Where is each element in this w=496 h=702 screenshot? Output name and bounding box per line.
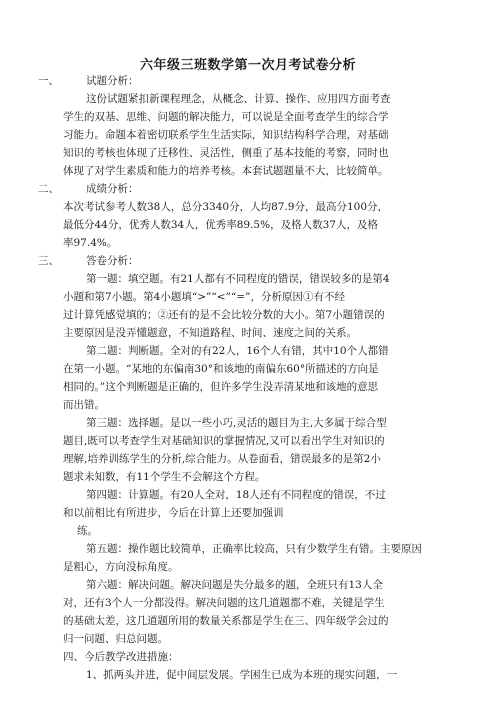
paragraph-line: 习能力。命题本着密切联系学生生活实际，知识结构科学合理，对基础 [63,129,389,141]
section-1-heading: 试题分析： [86,75,139,87]
paragraph-line: 率97.4%。 [63,237,118,249]
paragraph-line: 理解,培养训练学生的分析,综合能力。从卷面看，错误最多的是第2小 [63,453,381,465]
paragraph-line: 第五题：操作题比较简单，正确率比较高，只有少数学生有错。主要原因 [86,543,422,555]
paragraph-line: 主要原因是没弄懂题意，不知道路程、时间、速度之间的关系。 [63,327,357,339]
paragraph-line: 和以前相比有所进步，今后在计算上还要加强训 [63,507,284,519]
paragraph-line: 第三题：选择题。是以一些小巧,灵活的题目为主,大多属于综合型 [86,417,387,429]
section-2-heading: 成绩分析： [86,183,139,195]
paragraph-line: 最低分44分，优秀人数34人，优秀率89.5%，及格人数37人，及格 [63,219,378,231]
paragraph-line: 是粗心，方向没标角度。 [63,561,179,573]
section-2-number: 二、 [38,183,59,195]
section-3-heading: 答卷分析： [86,255,139,267]
paragraph-line: 小题和第7小题。第4小题填“>”“<”“=”，分析原因①有不经 [63,291,345,303]
paragraph-line: 1、抓两头并进，促中间层发展。学困生已成为本班的现实问题，一 [86,669,398,681]
paragraph-line: 在第一小题。“某地的东偏南30°和该地的南偏东60°所描述的方向是 [63,363,379,375]
paragraph-line: 第六题：解决问题。解决问题是失分最多的题，全班只有13人全 [86,579,383,591]
section-4-heading: 今后教学改进措施： [84,651,179,663]
paragraph-line: 而出错。 [63,399,105,411]
paragraph-line: 对，还有3个人一分都没得。解决问题的这几道题都不难，关键是学生 [63,597,385,609]
page-title: 六年级三班数学第一次月考试卷分析 [139,58,356,73]
section-1-number: 一、 [38,75,59,87]
paragraph-line: 相同的。”这个判断题是正确的，但许多学生没弄清某地和该地的意思 [63,381,379,393]
paragraph-line: 练。 [77,525,98,537]
paragraph-line: 第四题：计算题。有20人全对，18人还有不同程度的错误，不过 [86,489,386,501]
paragraph-line: 学生的双基、思维、问题的解决能力，可以说是全面考查学生的综合学 [63,111,389,123]
section-4-number: 四、 [63,651,84,663]
paragraph-line: 知识的考核也体现了迁移性、灵活性，侧重了基本技能的考察，同时也 [63,147,389,159]
paragraph-line: 归一问题、归总问题。 [63,633,168,645]
paragraph-line: 本次考试参考人数38人，总分3340分，人均87.9分，最高分100分， [63,201,389,213]
paragraph-line: 第二题：判断题。全对的有22人，16个人有错，其中10个人都错 [86,345,389,357]
paragraph-line: 过计算凭感觉填的；②还有的是不会比较分数的大小。第7小题错误的 [63,309,385,321]
section-3-number: 三、 [38,255,59,267]
paragraph-line: 这份试题紧扣新课程理念，从概念、计算、操作、应用四方面考查 [86,93,391,105]
paragraph-line: 题求未知数，有11个学生不会解这个方程。 [63,471,266,483]
paragraph-line: 题目,既可以考查学生对基础知识的掌握情况,又可以看出学生对知识的 [63,435,385,447]
paragraph-line: 的基础太差，这几道题所用的数量关系都是学生在三、四年级学会过的 [63,615,389,627]
paragraph-line: 第一题：填空题。有21人都有不同程度的错误，错误较多的是第4 [86,273,390,285]
paragraph-line: 体现了对学生素质和能力的培养考核。本套试题题量不大，比较简单。 [63,165,389,177]
